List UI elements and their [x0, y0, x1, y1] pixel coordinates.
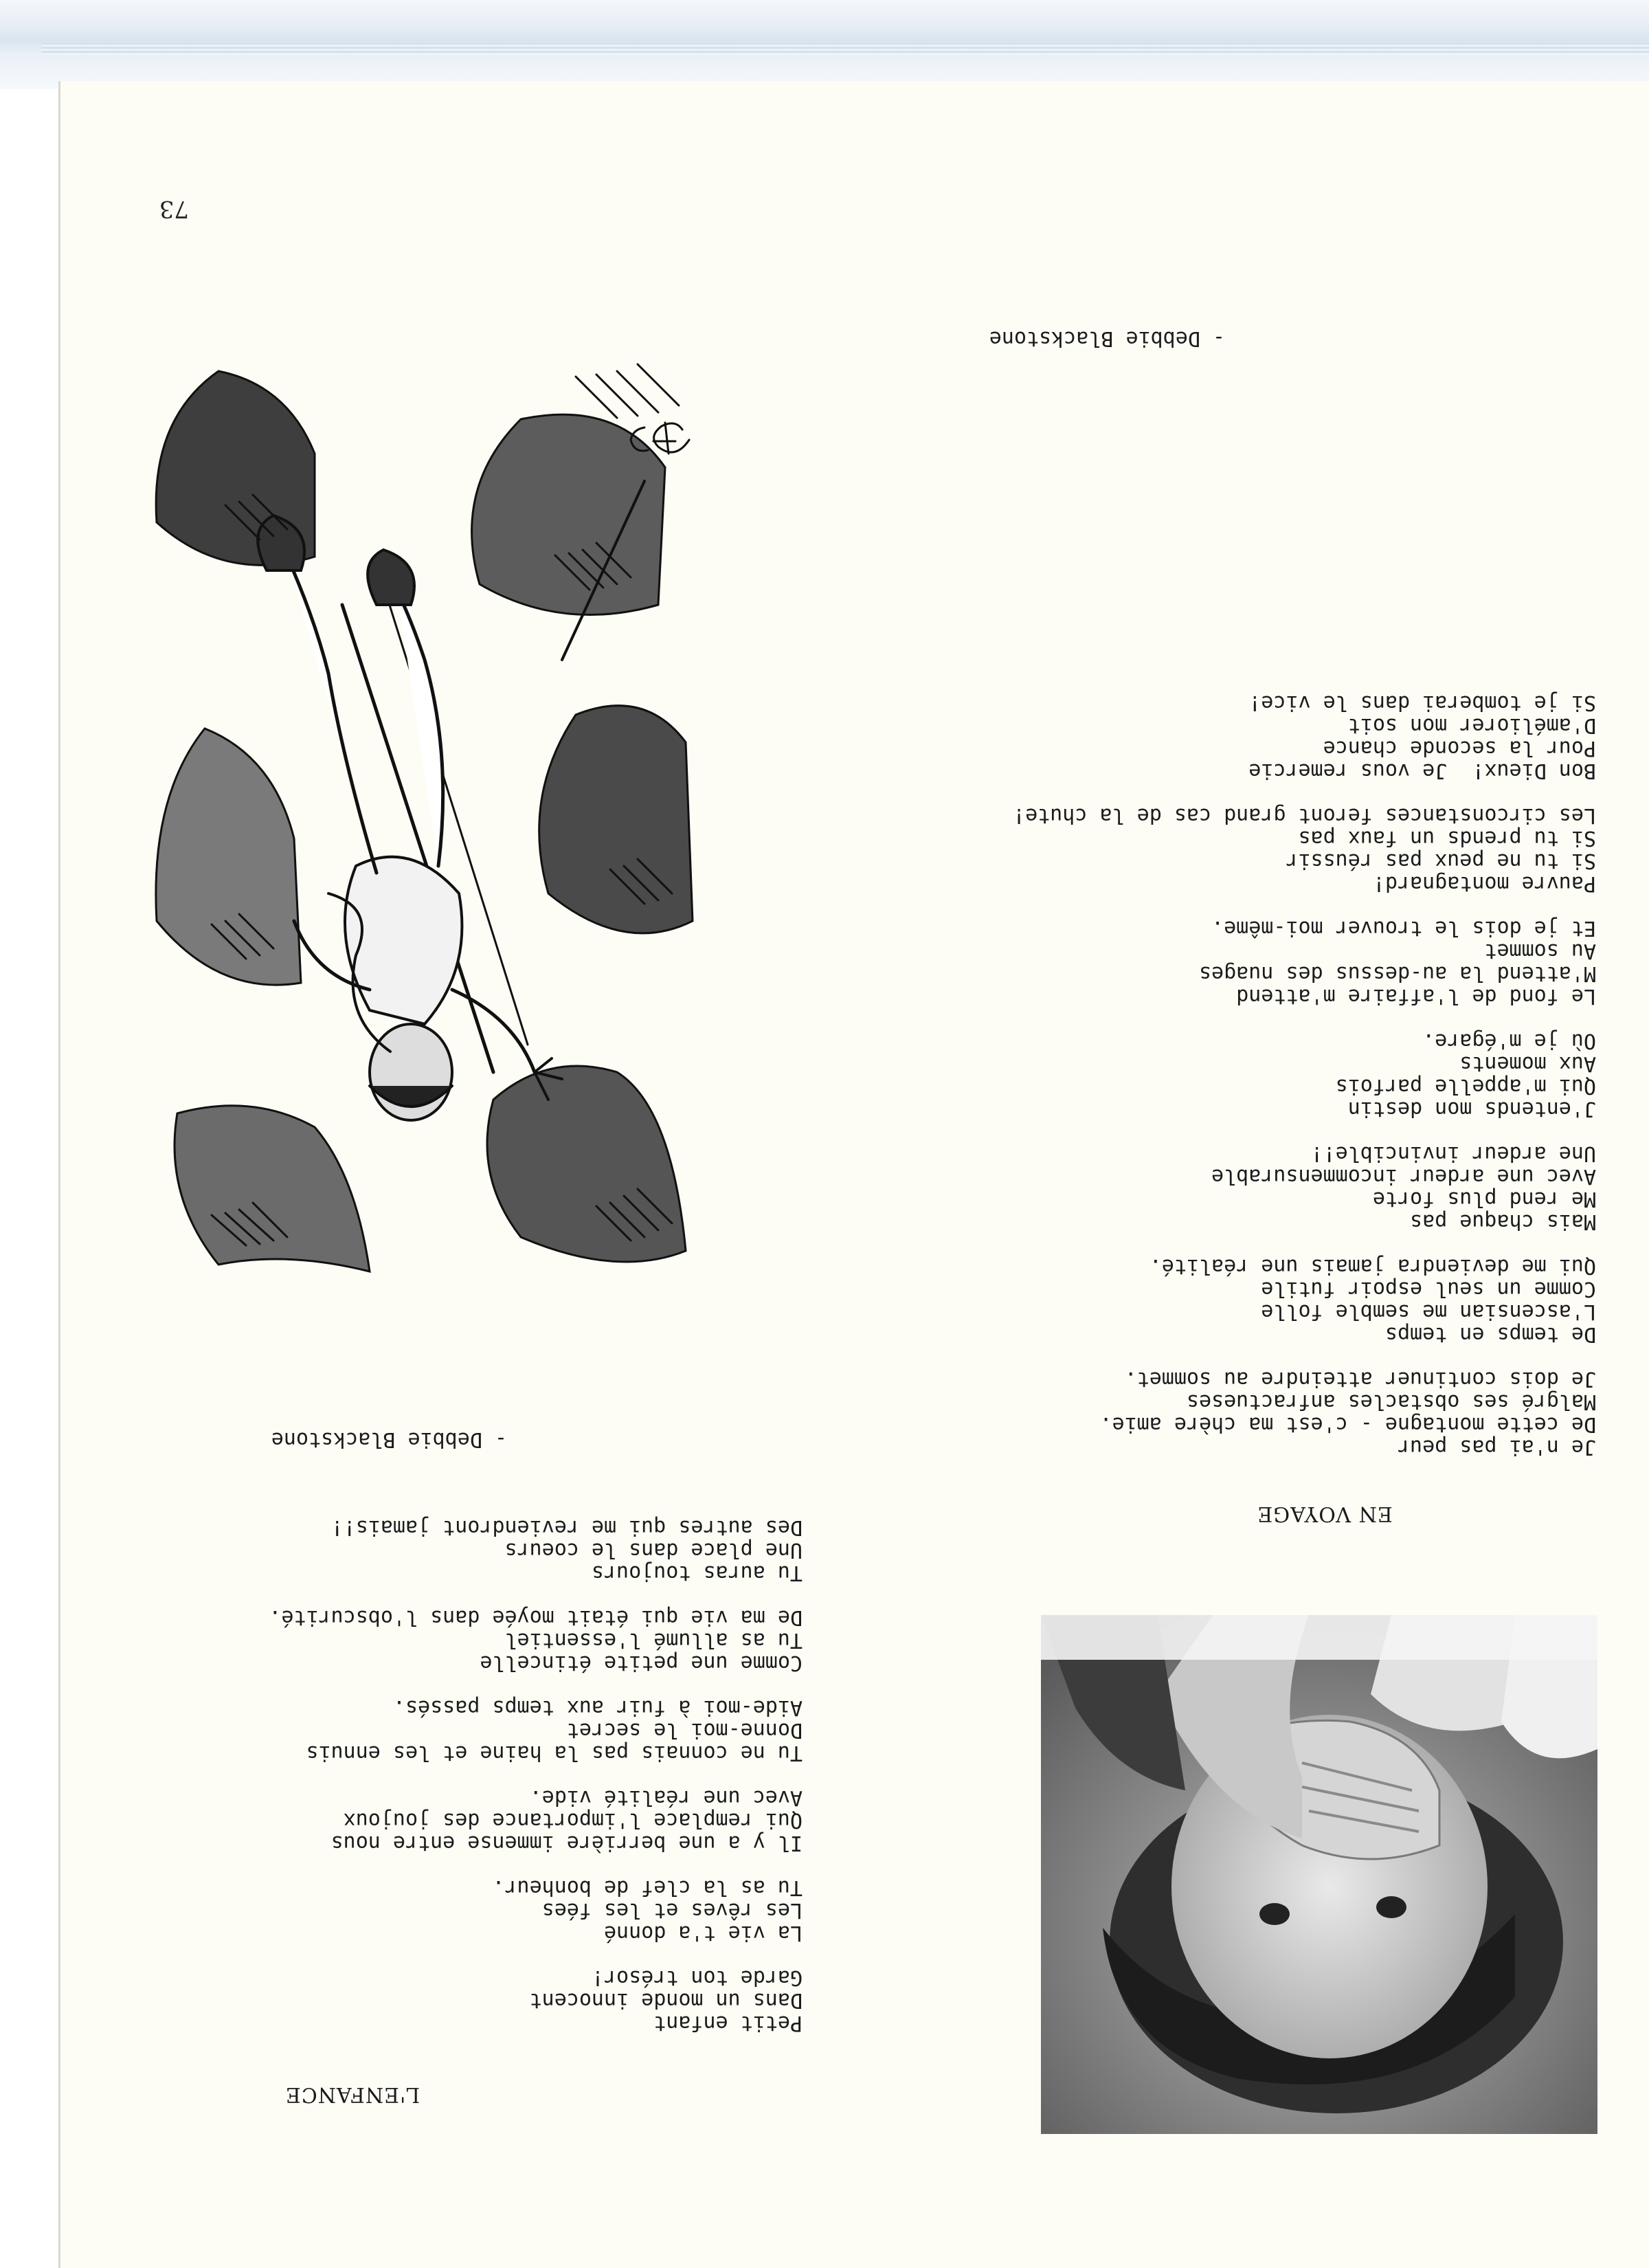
mountain-climber-drawing — [143, 357, 699, 1278]
voyage-poem — [840, 669, 1596, 1458]
poem-line: M'attend la au-dessus des nuages — [1199, 961, 1596, 986]
poem-line: D'améliorer mon soit — [1347, 713, 1596, 737]
poem-line: Les circonstances feront grand cas de la chute! — [1013, 803, 1596, 827]
poem-line: Il y a une berrière immense entre nous — [330, 1831, 803, 1855]
voyage-stanza-7 — [840, 691, 1596, 782]
poem-line: Garde ton trésor! — [591, 1966, 803, 1990]
voyage-stanza-1 — [840, 1368, 1596, 1458]
page-content — [60, 81, 1649, 2268]
child-photo — [1041, 1615, 1597, 2134]
poem-line: Les rêves et les fées — [541, 1898, 803, 1922]
poem-line: Qui m'appelle parfois — [1335, 1074, 1596, 1098]
poem-line: Où je m'égare. — [1422, 1029, 1596, 1053]
poem-line: Avec une réalité vide. — [529, 1786, 803, 1810]
poem-line: Mais chaque pas — [1410, 1210, 1596, 1234]
poem-line: Aux moments — [1459, 1052, 1596, 1076]
mountain-climber-ink-drawing — [143, 357, 699, 1278]
voyage-stanza-3 — [840, 1142, 1596, 1233]
enfance-stanza-1 — [115, 1966, 803, 2034]
poem-line: Et je dois le trouver moi-même. — [1211, 916, 1596, 940]
poem-line: Au sommet — [1484, 939, 1596, 963]
poem-line: Malgré ses obstacles anfractueses — [1186, 1390, 1596, 1414]
poem-line: La vie t'a donné — [604, 1921, 803, 1945]
poem-line: Tu as la clef de bonheur. — [492, 1876, 803, 1900]
poem-line: Si tu prends un faux pas — [1298, 826, 1596, 850]
poem-line: Une ardeur invincible!! — [1310, 1142, 1596, 1166]
poem-line: Comme une petite étincelle — [480, 1651, 803, 1675]
artist-signature — [620, 412, 696, 467]
poem-line: Petit enfant — [653, 2011, 803, 2035]
signature-mark — [620, 412, 696, 467]
child-covering-face-photo — [1041, 1615, 1597, 2134]
enfance-stanza-6 — [115, 1516, 803, 1584]
poem-line: Me rend plus forte — [1372, 1187, 1596, 1211]
enfance-title: L'ENFANCE — [284, 2082, 420, 2106]
voyage-stanza-5 — [840, 917, 1596, 1008]
poem-line: Aide-moi à fuir aux temps passés. — [392, 1696, 803, 1720]
poem-line: Pour la seconde chance — [1323, 736, 1596, 760]
poem-line: Donne-moi le secret — [566, 1718, 803, 1742]
page-number: 73 — [159, 195, 189, 223]
poem-line: Comme un seul espoir futile — [1261, 1277, 1596, 1301]
enfance-poem — [115, 1494, 803, 2034]
scanner-edge — [0, 0, 1649, 89]
poem-line: Bon Dieux! Je vous remercie — [1248, 759, 1596, 783]
poem-line: Avec une ardeur incommensurable — [1211, 1164, 1596, 1188]
poem-line: Tu auras toujours — [591, 1561, 803, 1585]
voyage-stanza-6 — [840, 804, 1596, 895]
poem-line: L'ascensian me semble folle — [1261, 1300, 1596, 1324]
poem-line: Qui me deviendra jamais une réalité. — [1149, 1254, 1596, 1278]
poem-line: Si tu ne peux pas réussir — [1286, 849, 1596, 873]
enfance-author: - Debbie Blackstone — [271, 1427, 507, 1452]
poem-line: Le fond de l'affaire m'attend — [1236, 984, 1596, 1008]
enfance-stanza-4 — [115, 1696, 803, 1764]
poem-line: De ma vie qui était moyée dans l'obscurité. — [269, 1605, 803, 1630]
scanned-page — [58, 81, 1649, 2268]
poem-line: De temps en temps — [1384, 1322, 1596, 1346]
poem-line: Je dois continuer atteindre au sommet. — [1124, 1367, 1596, 1391]
poem-line: Tu ne connais pas la haine et les ennuis — [306, 1741, 803, 1765]
enfance-stanza-2 — [115, 1876, 803, 1944]
poem-line: De cette montagne - c'est ma chère amie. — [1099, 1412, 1596, 1436]
voyage-author: - Debbie Blackstone — [989, 326, 1225, 351]
enfance-stanza-3 — [115, 1786, 803, 1854]
voyage-stanza-4 — [840, 1030, 1596, 1120]
poem-line: Dans un monde innocent — [529, 1988, 803, 2012]
poem-line: Tu as allumé l'essentiel — [504, 1628, 803, 1652]
poem-line: Je n'ai pas peur — [1398, 1435, 1596, 1459]
voyage-stanza-2 — [840, 1255, 1596, 1346]
poem-line: Des autres qui me reviendront jamais!! — [330, 1515, 803, 1539]
enfance-stanza-5 — [115, 1606, 803, 1674]
poem-line: Si je tomberai dans le vice! — [1248, 691, 1596, 715]
poem-line: J'entends mon destin — [1347, 1097, 1596, 1121]
poem-line: Une place dans le coeurs — [504, 1538, 803, 1562]
voyage-title: EN VOYAGE — [1257, 1502, 1393, 1526]
poem-line: Qui remplace l'importance des joujoux — [343, 1808, 803, 1832]
poem-line: Pauvre montagnard! — [1372, 871, 1596, 896]
